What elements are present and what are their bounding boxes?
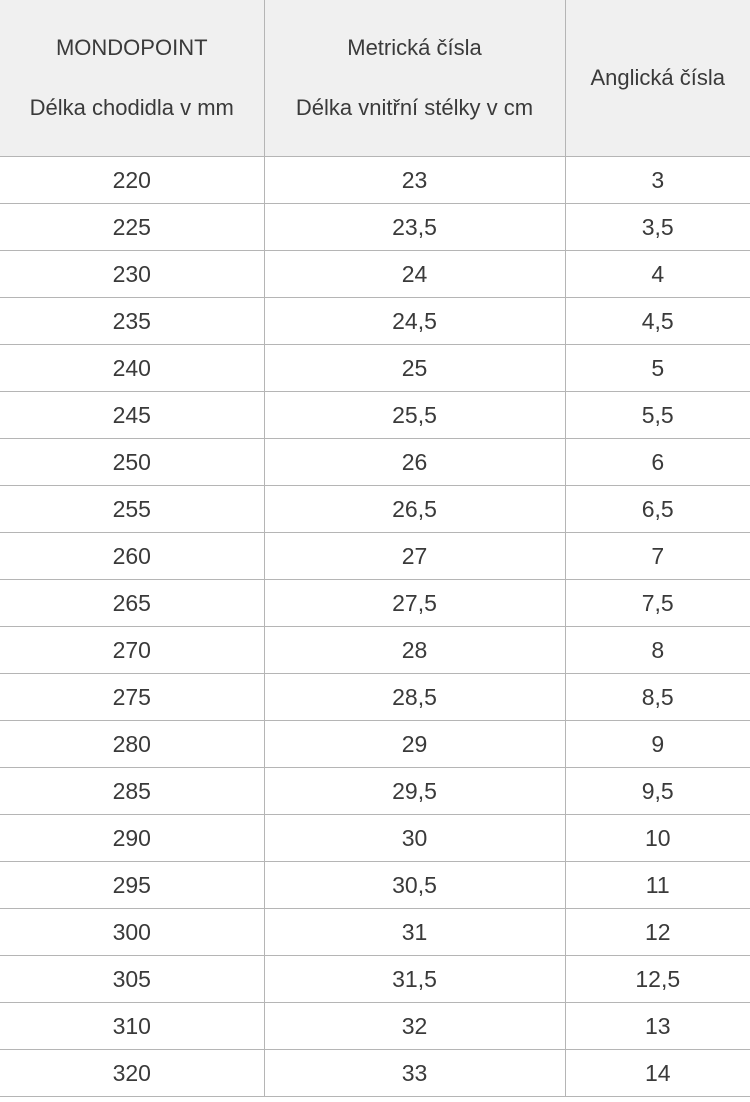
table-row [0,439,750,486]
cell-english-size: 4,5 [565,298,750,345]
cell-mondopoint: 300 [0,909,264,956]
cell-english-size: 11 [565,862,750,909]
cell-mondopoint: 285 [0,768,264,815]
cell-mondopoint: 305 [0,956,264,1003]
table-header [0,0,750,157]
table-row [0,345,750,392]
header-mondopoint [0,0,264,157]
cell-english-size: 5,5 [565,392,750,439]
cell-metric-size: 33 [264,1050,565,1097]
table-row [0,956,750,1003]
cell-english-size: 10 [565,815,750,862]
cell-english-size: 4 [565,251,750,298]
cell-english-size: 3,5 [565,204,750,251]
cell-mondopoint: 280 [0,721,264,768]
cell-metric-size: 25 [264,345,565,392]
table-row [0,862,750,909]
cell-english-size: 5 [565,345,750,392]
cell-mondopoint: 250 [0,439,264,486]
table-row [0,674,750,721]
table-row [0,721,750,768]
header-metric-subtitle: Délka vnitřní stélky v cm [295,95,534,120]
table-row [0,392,750,439]
header-metric-sizes [264,0,565,157]
cell-metric-size: 29,5 [264,768,565,815]
cell-metric-size: 31 [264,909,565,956]
cell-mondopoint: 295 [0,862,264,909]
header-english-sizes [565,0,750,157]
cell-english-size: 3 [565,157,750,204]
cell-mondopoint: 255 [0,486,264,533]
header-row [0,0,750,157]
cell-metric-size: 30 [264,815,565,862]
cell-mondopoint: 290 [0,815,264,862]
table-row [0,909,750,956]
cell-english-size: 14 [565,1050,750,1097]
cell-mondopoint: 240 [0,345,264,392]
cell-metric-size: 26,5 [264,486,565,533]
table-row [0,1050,750,1097]
cell-mondopoint: 235 [0,298,264,345]
cell-metric-size: 27,5 [264,580,565,627]
table-row [0,298,750,345]
cell-metric-size: 24,5 [264,298,565,345]
table-row [0,580,750,627]
cell-english-size: 12 [565,909,750,956]
table-row [0,251,750,298]
cell-metric-size: 25,5 [264,392,565,439]
cell-english-size: 9 [565,721,750,768]
cell-metric-size: 27 [264,533,565,580]
cell-english-size: 7 [565,533,750,580]
cell-metric-size: 28,5 [264,674,565,721]
cell-mondopoint: 310 [0,1003,264,1050]
cell-mondopoint: 230 [0,251,264,298]
cell-mondopoint: 220 [0,157,264,204]
cell-english-size: 7,5 [565,580,750,627]
cell-english-size: 9,5 [565,768,750,815]
cell-metric-size: 24 [264,251,565,298]
table-body [0,157,750,1097]
cell-english-size: 12,5 [565,956,750,1003]
cell-mondopoint: 270 [0,627,264,674]
table-row [0,486,750,533]
table-row [0,815,750,862]
cell-mondopoint: 245 [0,392,264,439]
table-row [0,1003,750,1050]
header-english-title: Anglická čísla [590,65,725,90]
cell-metric-size: 28 [264,627,565,674]
cell-mondopoint: 275 [0,674,264,721]
cell-english-size: 6,5 [565,486,750,533]
cell-english-size: 13 [565,1003,750,1050]
cell-metric-size: 23 [264,157,565,204]
cell-metric-size: 32 [264,1003,565,1050]
table-row [0,204,750,251]
cell-english-size: 8 [565,627,750,674]
table-row [0,768,750,815]
cell-mondopoint: 320 [0,1050,264,1097]
cell-metric-size: 29 [264,721,565,768]
cell-mondopoint: 260 [0,533,264,580]
cell-mondopoint: 225 [0,204,264,251]
header-mondopoint-title: MONDOPOINT [55,35,208,60]
cell-english-size: 6 [565,439,750,486]
cell-metric-size: 23,5 [264,204,565,251]
cell-english-size: 8,5 [565,674,750,721]
cell-mondopoint: 265 [0,580,264,627]
header-metric-title: Metrická čísla [347,35,482,60]
header-mondopoint-subtitle: Délka chodidla v mm [29,95,234,120]
table-row [0,627,750,674]
cell-metric-size: 26 [264,439,565,486]
table-row [0,533,750,580]
table-row [0,157,750,204]
cell-metric-size: 31,5 [264,956,565,1003]
cell-metric-size: 30,5 [264,862,565,909]
